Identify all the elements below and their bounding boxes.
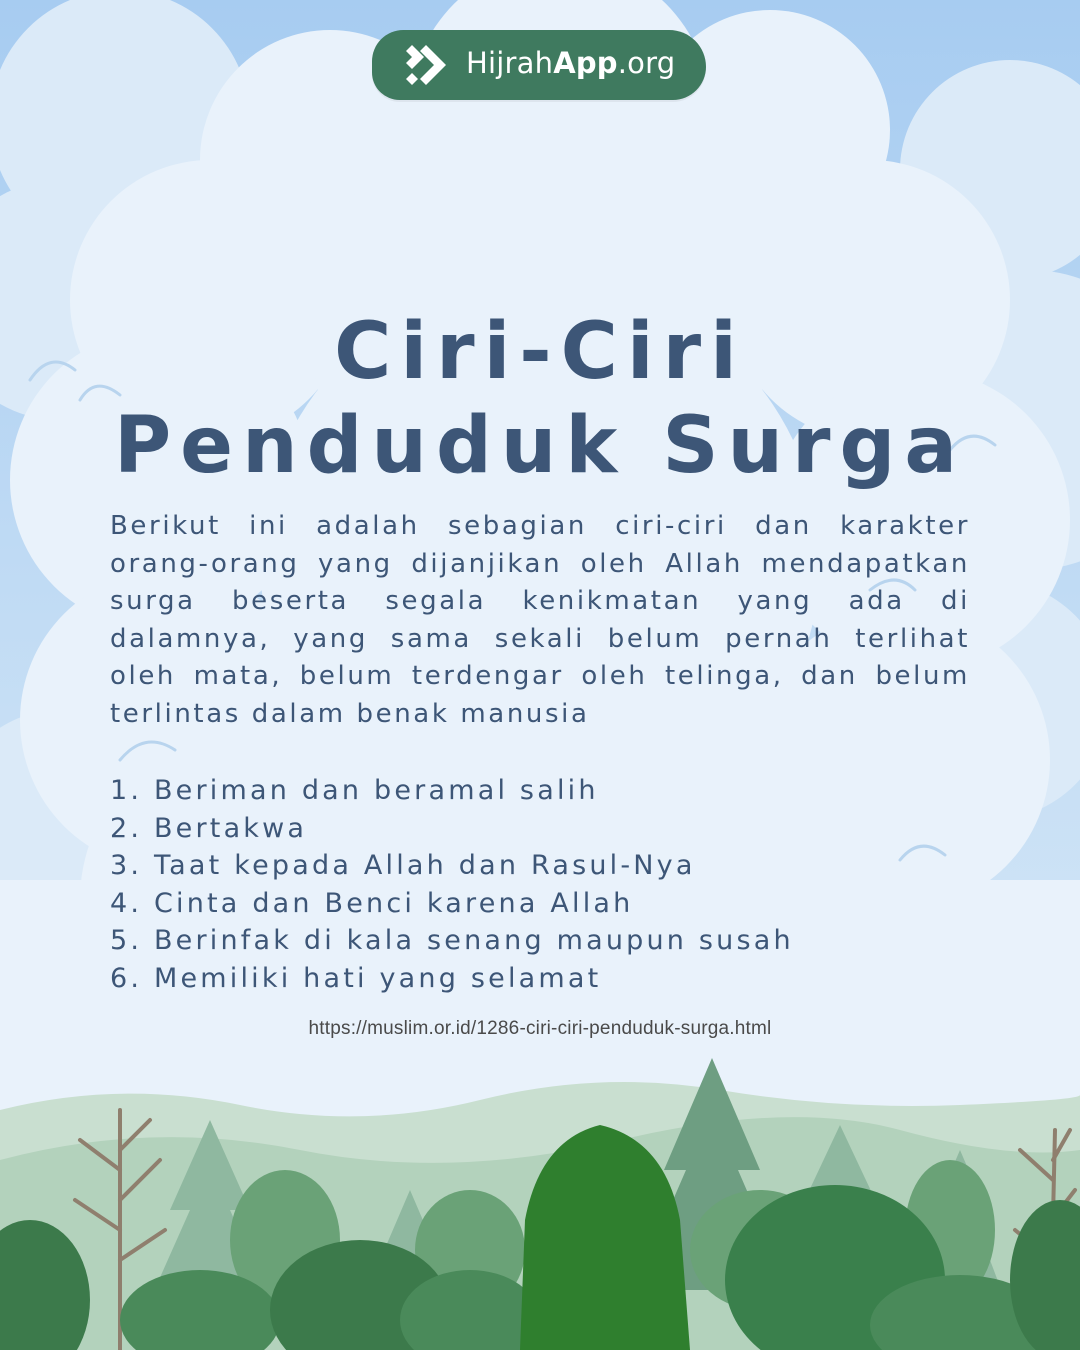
list-item: 6. Memiliki hati yang selamat (110, 962, 602, 994)
brand-pill[interactable] (372, 30, 706, 100)
brand-name-part2: App (553, 46, 618, 80)
list-item: 4. Cinta dan Benci karena Allah (110, 887, 634, 919)
hijrahapp-logo-icon (398, 39, 454, 91)
list-item: 5. Berinfak di kala senang maupun susah (110, 925, 794, 957)
list-item: 1. Beriman dan beramal salih (110, 775, 599, 806)
brand-name (466, 46, 675, 84)
brand-name-part1: Hijrah (466, 46, 554, 80)
source-link[interactable]: https://muslim.or.id/1286-ciri-ciri-penduduk-surga.html (308, 1018, 772, 1039)
list-item: 3. Taat kepada Allah dan Rasul-Nya (110, 850, 696, 882)
brand-name-part3: .org (617, 46, 676, 80)
title-line-1: Ciri-Ciri (334, 307, 746, 397)
intro-paragraph: Berikut ini adalah sebagian ciri-ciri dan karakter orang-orang yang dijanjikan oleh Allah mendapatkan surga beserta segala kenikmatan yang ada di dalamnya, yang sama sekali belum pernah terlihat oleh mata, belum terdengar oleh telinga, dan belum terlintas dalam benak manusia (110, 511, 970, 729)
list-item: 2. Bertakwa (110, 812, 308, 844)
traits-list (110, 772, 970, 998)
title-line-2: Penduduk Surga (114, 401, 966, 491)
